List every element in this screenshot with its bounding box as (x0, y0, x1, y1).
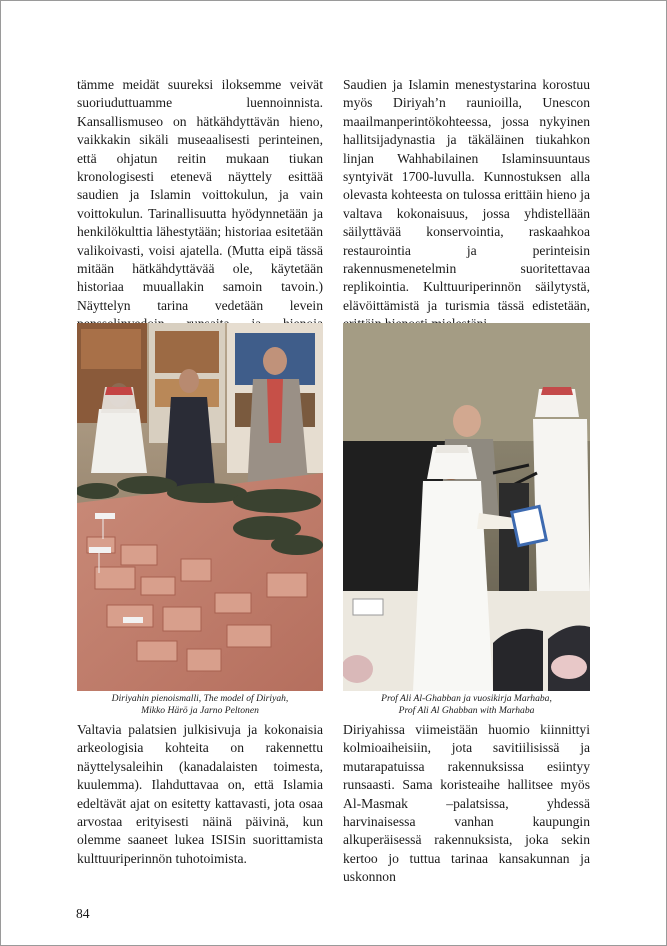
right-top-paragraph: Saudien ja Islamin menestystarina korostuu myös Diriyah’n raunioilla, Unescon maailmanperintökohteessa, jossa nykyinen hallitsijadynastia ja täkäläinen tiukahkon linjan Wahhabilainen Islaminsuuntaus syntyivät 1700-luvulla. Kunnostuksen alla olevasta kohteesta on tulossa erittäin hieno ja valtava kokonaisuus, jossa yhdistellään säilyttävää konservointia, raskaahkoa restaurointia ja perinteisin rakennusmenetelmin suoritettavaa replikointia. Kulttuuriperinnön säilytystä, elävöittämistä ja turismia tässä edistetään, (343, 77, 590, 313)
left-bottom-paragraph: Valtavia palatsien julkisivuja ja kokonaisia arkeologisia kohteita on rakennettu näyttelysaleihin (kanadalaisten toimesta, kuulemma). Ilahduttavaa on, että Islamia edeltävät ajat on esitetty kattavasti, jota osaa arvostaa erityisesti näinä päivinä, kun olemme saaneet lukea ISISin suorittamista kulttuuriperinnön tuhotoimista. (77, 722, 323, 866)
right-caption-line2: Prof Ali Al Ghabban with Marhaba (398, 705, 535, 716)
right-photo-caption (343, 693, 590, 717)
right-caption-line1: Prof Ali Al-Ghabban ja vuosikirja Marhaba, (381, 693, 552, 704)
right-bottom-paragraph: Diriyahissa viimeistään huomio kiinnittyi kolmioaiheisiin, jota savitiilisissä ja mutarapatuissa rakennuksissa esiintyy runsaasti. Sama koristeaihe hallitsee myös Al-Masmak –palatsissa, yhdessä harvinaisessa vanhan kaupungin alkuperäisessä rakennuksista, joka sekin kertoo jo tuttua tarinaa kansakunnan ja uskonnon (343, 722, 590, 885)
diriyah-model-photo (77, 323, 323, 691)
left-caption-line2: Mikko Härö ja Jarno Peltonen (141, 705, 259, 716)
left-photo-caption (77, 693, 323, 717)
al-ghabban-photo (343, 323, 590, 691)
left-caption-line1: Diriyahin pienoismalli, The model of Diriyah, (111, 693, 289, 704)
page-number: 84 (76, 906, 90, 921)
left-top-paragraph: tämme meidät suureksi iloksemme veivät suoriuduttuamme luennoinnista. Kansallismuseo on hätkähdyttävän hieno, vaikkakin sikäli museaalisesti perinteinen, että ohjatun reitin mukaan tiukan kronologisesti etenevä näyttely esittää saudien ja Islamin voittokulun, ja vain voittokulun. Tarinallisuutta hyödynnetään ja henkilökulttia lähestytään; historiaa esitetään valikoivasti, voisi ajatella. (Mutta eipä tässä mitään hätkähdyttävää ole, käytetään historiaa muuallakin samoin tavoin.) Näyttelyn tarina vedetään levein (77, 77, 323, 313)
